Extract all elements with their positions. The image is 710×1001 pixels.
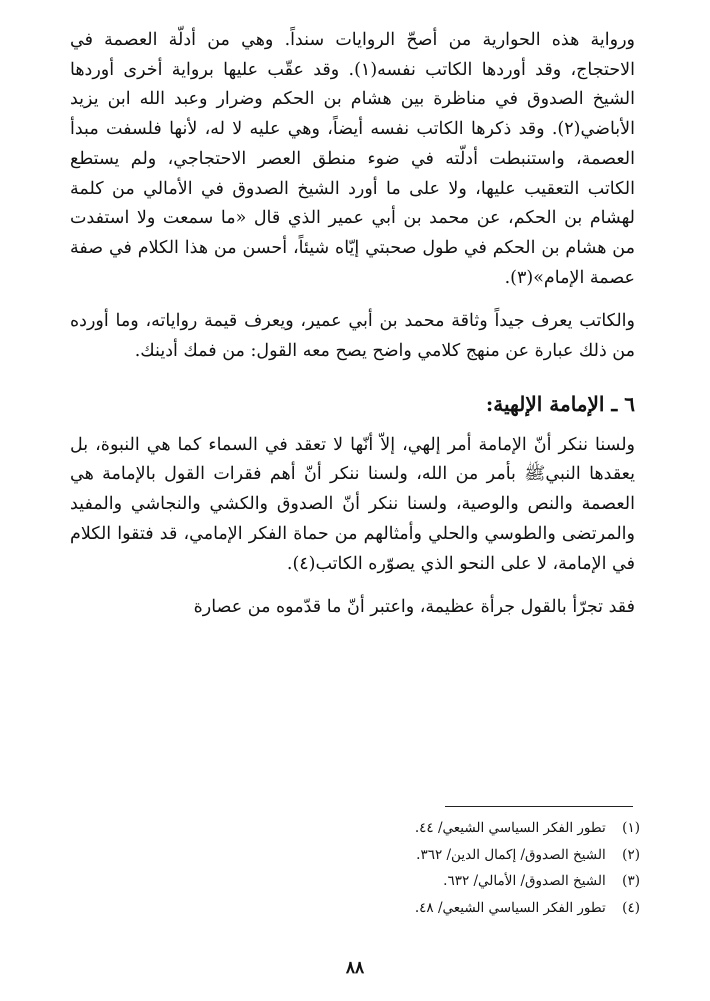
footnote-divider [445,806,633,807]
paragraph-4: فقد تجرّأ بالقول جرأة عظيمة، واعتبر أنّ ما قدّموه من عصارة [193,597,635,618]
footnote-number: (٤) [622,899,640,916]
footnote-text: تطور الفكر السياسي الشيعي/ ٤٤. [414,820,606,836]
footnote-number: (١) [622,820,640,836]
section-heading: ٦ ـ الإمامة الإلهية: [485,391,635,416]
footnote-item [300,842,640,869]
footnote-item [300,868,640,895]
paragraph-1: ورواية هذه الحوارية من أصحّ الروايات سنداً. وهي من أدلّة العصمة في الاحتجاج، وقد أوردها الكاتب نفسه(١). وقد عقّب عليها برواية أخرى أوردها الشيخ الصدوق في مناظرة بين هشام بن الحكم وضرار وعبد الله ابن يزيد الأباضي(٢). وقد ذكرها الكاتب نفسه أيضاً، وهي عليه لا له، لأنها فلسفت مبدأ العصمة، واستنبطت أدلّته في ضوء منطق العصر الاحتجاجي، ولم يستطع الكاتب التعقيب عليها، ولا على ما أورد الشيخ الصدوق في الأمالي من كلمة لهشام بن الحكم، عن محمد بن أبي عمير الذي قال «ما سمعت ولا استفدت من هشام بن الحكم في طول صحبتي إيّاه شيئاً، أحسن من هذا الكلام في صفة عصمة الإمام»(٣). [70,30,635,288]
page-body [70,26,635,623]
footnote-text: تطور الفكر السياسي الشيعي/ ٤٨. [414,899,606,916]
footnote-item [300,815,640,842]
footnote-text: الشيخ الصدوق/ إكمال الدين/ ٣٦٢. [416,846,606,863]
page-number: ٨٨ [345,958,365,978]
footnote-item [300,895,640,922]
footnotes [300,815,640,921]
footnote-number: (٣) [622,873,640,889]
footnote-text: الشيخ الصدوق/ الأمالي/ ٦٣٢. [443,873,606,889]
paragraph-2: والكاتب يعرف جيداً وثاقة محمد بن أبي عمير، ويعرف قيمة رواياته، وما أورده من ذلك عبارة عن منهج كلامي واضح يصح معه القول: من فمك أدينك. [70,311,635,362]
paragraph-3: ولسنا ننكر أنّ الإمامة أمر إلهي، إلاّ أنّها لا تعقد في السماء كما هي النبوة، بل يعقدها النبيﷺ بأمر من الله، ولسنا ننكر أنّ أهم فقرات القول بالإمامة هي العصمة والنص والوصية، ولسنا ننكر أنّ الصدوق والكشي والنجاشي والمفيد والمرتضى والطوسي والحلي وأمثالهم من حماة الفكر الإمامي، قد فتقوا الكلام في الإمامة، لا على النحو الذي يصوّره الكاتب(٤). [70,434,635,574]
footnote-number: (٢) [622,846,640,863]
